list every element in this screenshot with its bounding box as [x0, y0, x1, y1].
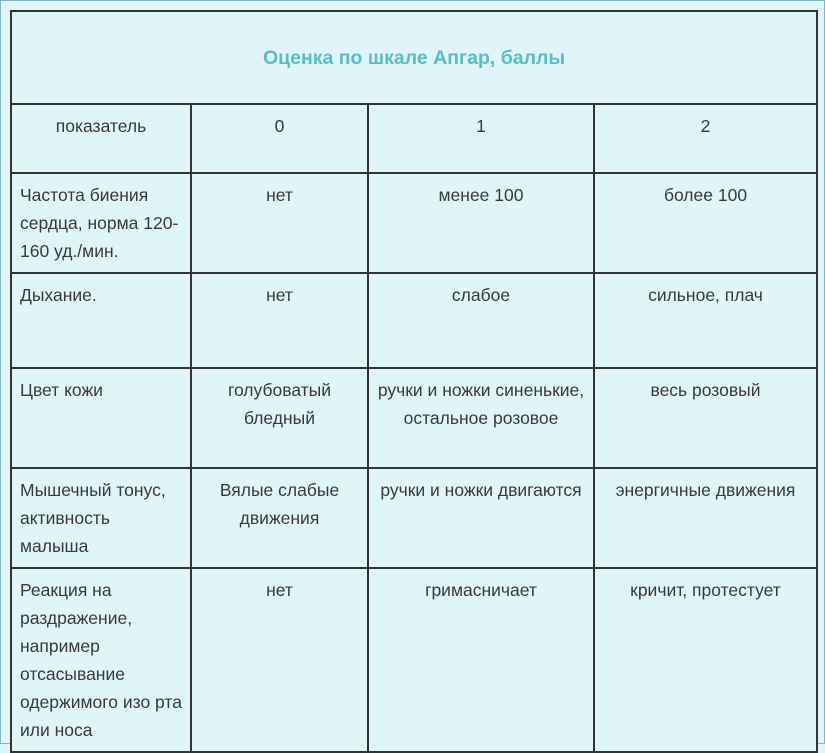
table-title-row — [11, 11, 817, 104]
cell-score-2: более 100 — [594, 173, 817, 273]
header-score-2: 2 — [594, 104, 817, 173]
table-header-row — [11, 104, 817, 173]
cell-score-2: сильное, плач — [594, 273, 817, 368]
row-label: Частота биения сердца, норма 120-160 уд./мин. — [11, 173, 191, 273]
row-label: Мышечный тонус, активность малыша — [11, 468, 191, 568]
cell-score-1: менее 100 — [368, 173, 594, 273]
cell-score-2: энергичные движения — [594, 468, 817, 568]
row-label: Цвет кожи — [11, 368, 191, 468]
row-label: Дыхание. — [11, 273, 191, 368]
header-score-1: 1 — [368, 104, 594, 173]
apgar-score-table — [10, 10, 818, 753]
table-row-heart-rate — [11, 173, 817, 273]
cell-score-0: голубоватый бледный — [191, 368, 368, 468]
cell-score-1: слабое — [368, 273, 594, 368]
header-score-0: 0 — [191, 104, 368, 173]
table-row-breathing — [11, 273, 817, 368]
cell-score-0: Вялые слабые движения — [191, 468, 368, 568]
cell-score-1: ручки и ножки синенькие, остальное розовое — [368, 368, 594, 468]
cell-score-2: кричит, протестует — [594, 568, 817, 752]
cell-score-0: нет — [191, 273, 368, 368]
cell-score-2: весь розовый — [594, 368, 817, 468]
header-indicator: показатель — [11, 104, 191, 173]
table-row-reflex-response — [11, 568, 817, 752]
table-row-muscle-tone — [11, 468, 817, 568]
cell-score-1: ручки и ножки двигаются — [368, 468, 594, 568]
table-row-skin-color — [11, 368, 817, 468]
cell-score-1: гримасничает — [368, 568, 594, 752]
row-label: Реакция на раздражение, например отсасывание одержимого изо рта или носа — [11, 568, 191, 752]
cell-score-0: нет — [191, 173, 368, 273]
table-title: Оценка по шкале Апгар, баллы — [11, 11, 817, 104]
cell-score-0: нет — [191, 568, 368, 752]
